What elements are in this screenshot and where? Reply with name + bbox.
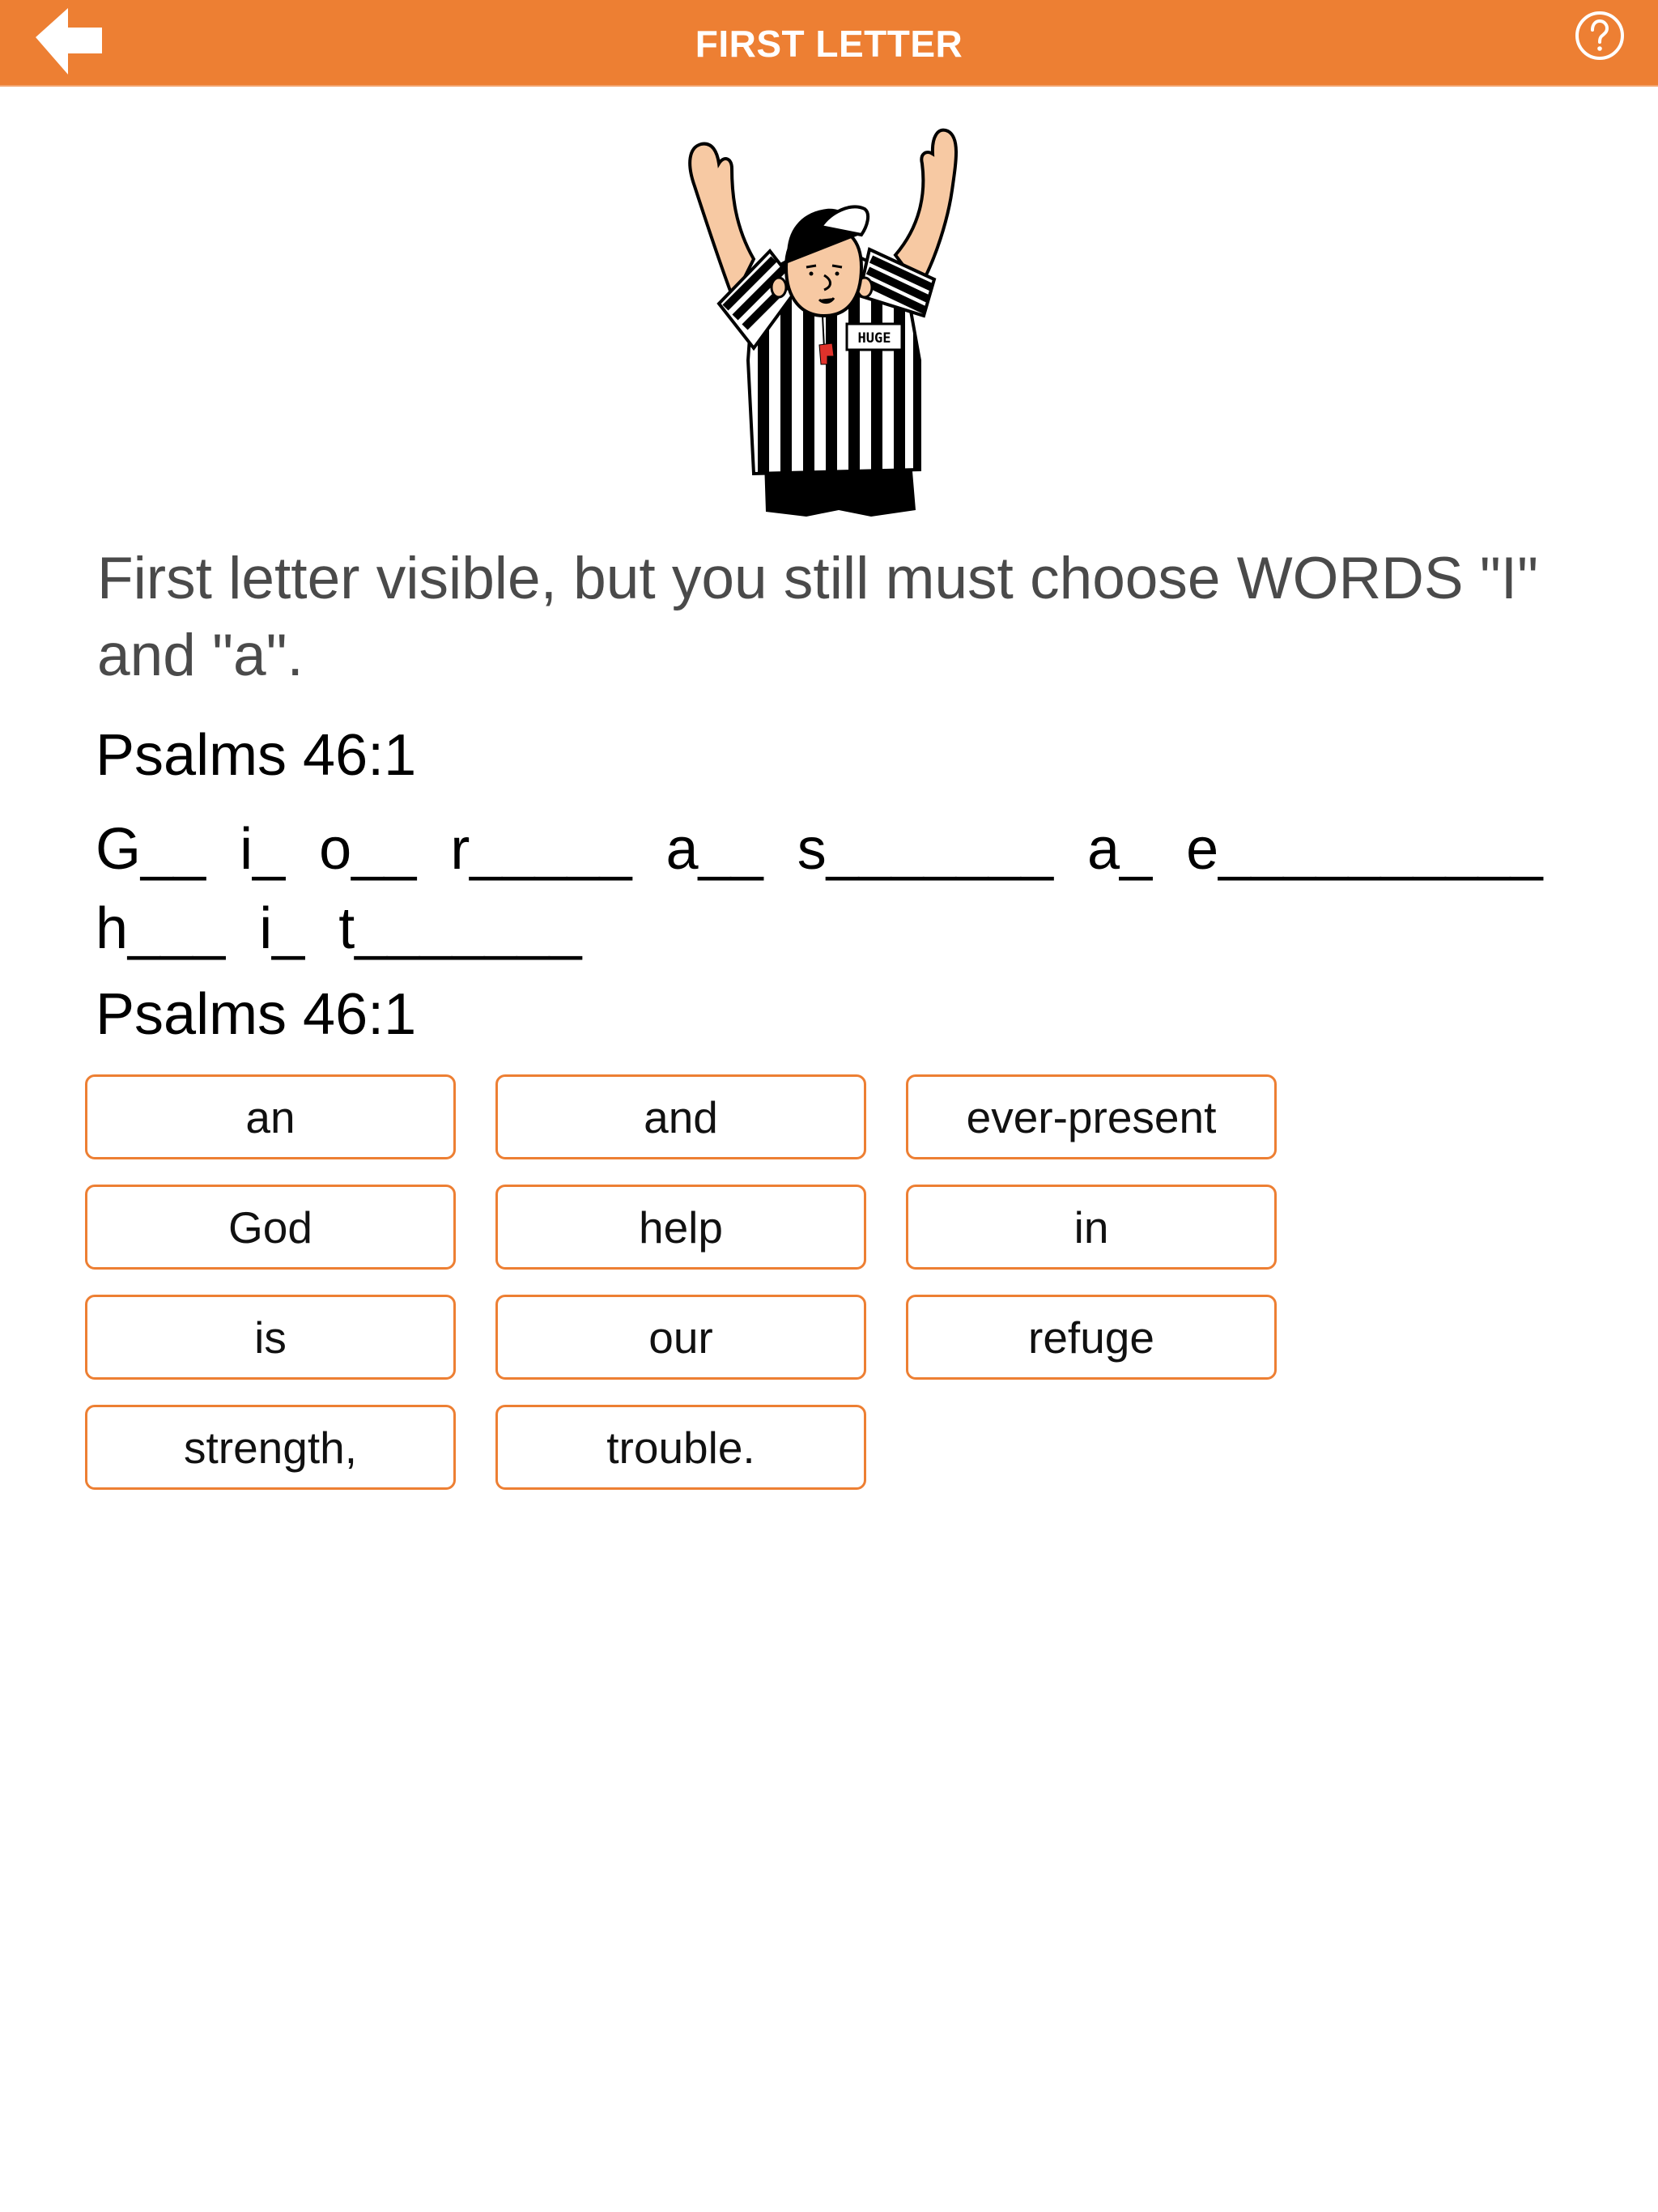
blank-word: r_____: [450, 817, 632, 882]
blank-word: i_: [240, 817, 286, 882]
verse-blanks: [96, 810, 1569, 968]
blank-word: a_: [1087, 817, 1153, 882]
word-button-is[interactable]: is: [85, 1295, 456, 1380]
referee-touchdown-image: [677, 113, 993, 518]
word-button-trouble[interactable]: trouble.: [495, 1405, 866, 1490]
blank-word: e__________: [1186, 817, 1543, 882]
word-button-in[interactable]: in: [906, 1185, 1277, 1270]
badge-text: HUGE: [857, 330, 891, 347]
verse-reference-bottom: Psalms 46:1: [96, 982, 417, 1047]
instruction-text: First letter visible, but you still must choose WORDS "I" and "a".: [97, 546, 1538, 688]
word-choice-grid: [85, 1074, 1283, 1490]
blank-word: h___: [96, 896, 226, 961]
word-button-refuge[interactable]: refuge: [906, 1295, 1277, 1380]
question-circle-icon: [1571, 6, 1629, 65]
word-button-our[interactable]: our: [495, 1295, 866, 1380]
blank-word: a__: [665, 817, 763, 882]
blank-word: s_______: [797, 817, 1054, 882]
word-button-ever-present[interactable]: ever-present: [906, 1074, 1277, 1159]
blank-word: i_: [259, 896, 305, 961]
word-button-god[interactable]: God: [85, 1185, 456, 1270]
help-button[interactable]: [1571, 6, 1629, 65]
verse-reference-top: Psalms 46:1: [96, 723, 417, 788]
word-button-help[interactable]: help: [495, 1185, 866, 1270]
blank-word: o__: [319, 817, 417, 882]
word-button-an[interactable]: an: [85, 1074, 456, 1159]
top-nav-bar: [0, 0, 1658, 87]
page-title: FIRST LETTER: [695, 23, 963, 65]
blank-word: t_______: [338, 896, 582, 961]
word-button-and[interactable]: and: [495, 1074, 866, 1159]
word-button-strength[interactable]: strength,: [85, 1405, 456, 1490]
blank-word: G__: [96, 817, 206, 882]
referee-illustration: [677, 113, 993, 518]
